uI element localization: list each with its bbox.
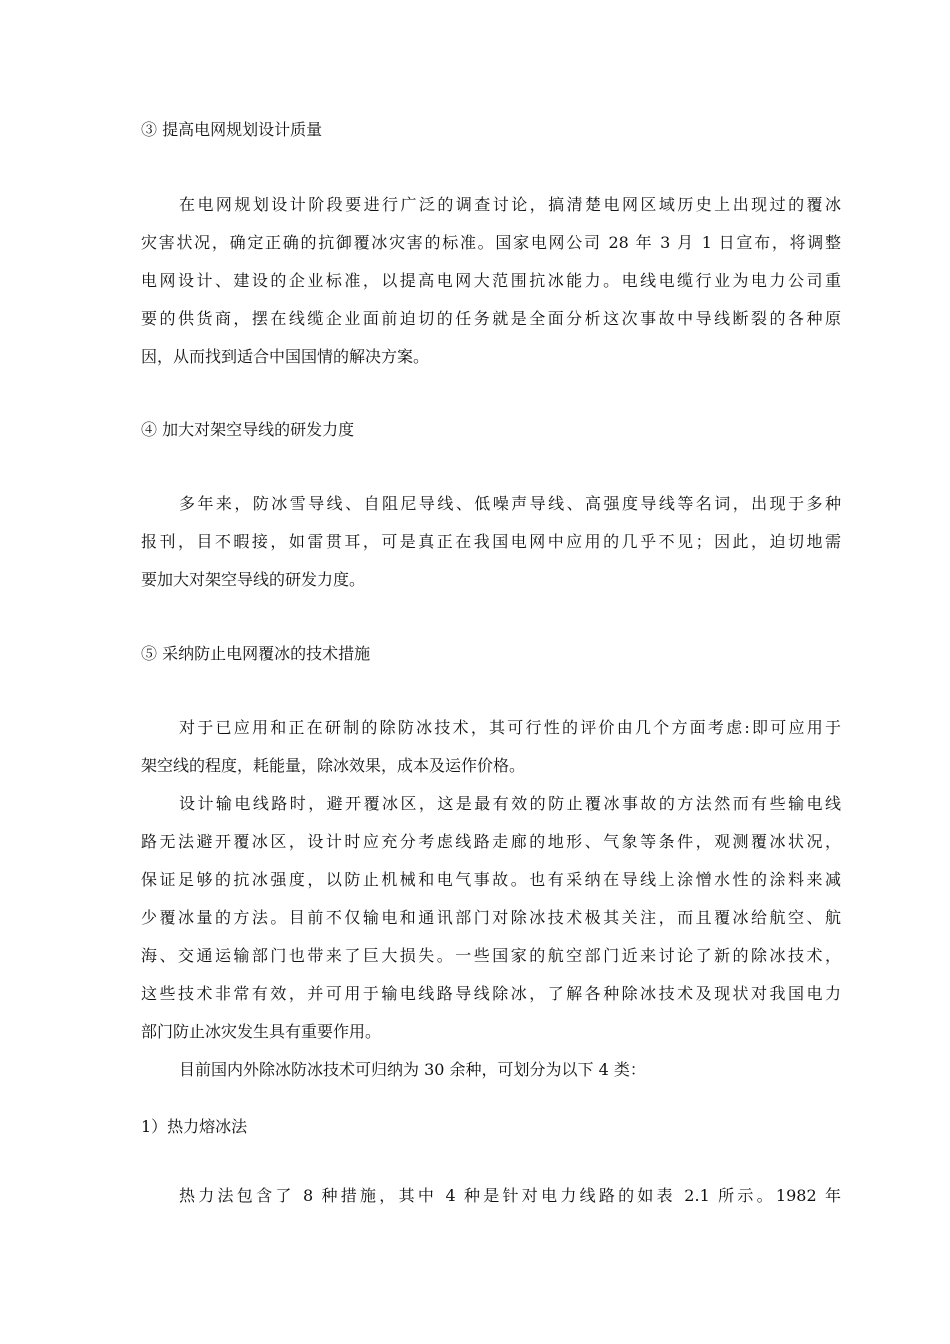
paragraph-line: 路无法避开覆冰区，设计时应充分考虑线路走廊的地形、气象等条件，观测覆冰状况， — [141, 832, 841, 851]
paragraph-line: 少覆冰量的方法。目前不仅输电和通讯部门对除冰技术极其关注，而且覆冰给航空、航 — [141, 908, 841, 927]
paragraph-line: 这些技术非常有效，并可用于输电线路导线除冰，了解各种除冰技术及现状对我国电力 — [141, 984, 841, 1003]
section-heading-4: ④ 加大对架空导线的研发力度 — [141, 420, 355, 439]
paragraph-line: 灾害状况，确定正确的抗御覆冰灾害的标准。国家电网公司 28 年 3 月 1 日宣布，将调整 — [141, 233, 841, 252]
paragraph-line: 要加大对架空导线的研发力度。 — [141, 570, 366, 589]
paragraph-line: 目前国内外除冰防冰技术可归纳为 30 余种，可划分为以下 4 类： — [179, 1060, 646, 1079]
paragraph-line: 电网设计、建设的企业标准，以提高电网大范围抗冰能力。电线电缆行业为电力公司重 — [141, 271, 841, 290]
paragraph-line: 热力法包含了 8 种措施，其中 4 种是针对电力线路的如表 2.1 所示。1982 年 — [179, 1186, 841, 1205]
paragraph-line: 部门防止冰灾发生具有重要作用。 — [141, 1022, 382, 1041]
paragraph-line: 对于已应用和正在研制的除防冰技术，其可行性的评价由几个方面考虑:即可应用于 — [179, 718, 841, 737]
paragraph-line: 多年来，防冰雪导线、自阻尼导线、低噪声导线、高强度导线等名词，出现于多种 — [179, 494, 841, 513]
paragraph-line: 海、交通运输部门也带来了巨大损失。一些国家的航空部门近来讨论了新的除冰技术， — [141, 946, 841, 965]
paragraph-line: 报刊，目不暇接，如雷贯耳，可是真正在我国电网中应用的几乎不见；因此，迫切地需 — [141, 532, 841, 551]
paragraph-line: 保证足够的抗冰强度，以防止机械和电气事故。也有采纳在导线上涂憎水性的涂料来减 — [141, 870, 841, 889]
section-heading-5: ⑤ 采纳防止电网覆冰的技术措施 — [141, 644, 371, 663]
paragraph-line: 架空线的程度，耗能量，除冰效果，成本及运作价格。 — [141, 756, 526, 775]
paragraph-line: 因，从而找到适合中国国情的解决方案。 — [141, 347, 430, 366]
section-heading-thermal: 1）热力熔冰法 — [141, 1117, 248, 1136]
paragraph-line: 在电网规划设计阶段要进行广泛的调查讨论，搞清楚电网区域历史上出现过的覆冰 — [179, 195, 841, 214]
section-heading-3: ③ 提高电网规划设计质量 — [141, 120, 323, 139]
paragraph-line: 设计输电线路时，避开覆冰区，这是最有效的防止覆冰事故的方法然而有些输电线 — [179, 794, 841, 813]
paragraph-line: 要的供货商，摆在线缆企业面前迫切的任务就是全面分析这次事故中导线断裂的各种原 — [141, 309, 841, 328]
